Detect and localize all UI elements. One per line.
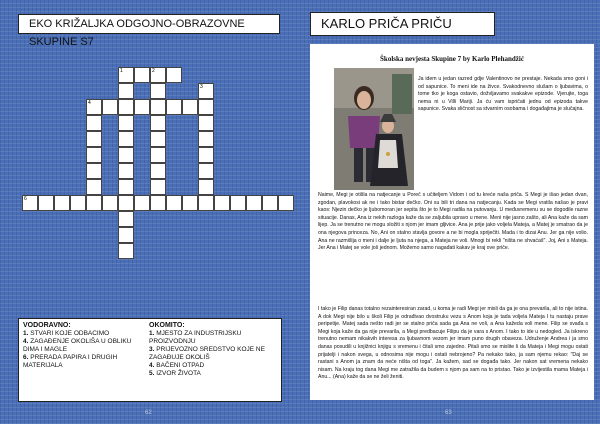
clue-item: 5. IZVOR ŽIVOTA: [149, 370, 201, 377]
clues-down: [149, 322, 277, 378]
crossword-cell[interactable]: [198, 179, 214, 195]
clues-across: [23, 322, 141, 370]
page-number: 62: [145, 410, 152, 416]
clue-item: 4. ZAGAĐENJE OKOLIŠA U OBLIKU DIMA I MAGLE: [23, 338, 132, 353]
crossword-cell[interactable]: [150, 131, 166, 147]
crossword-cell[interactable]: [198, 195, 214, 211]
cell-number: 2: [152, 68, 155, 74]
clue-item: 1. MJESTO ZA INDUSTRIJSKU PROIZVODNJU: [149, 330, 242, 345]
crossword-cell[interactable]: [150, 195, 166, 211]
crossword-cell[interactable]: [22, 195, 38, 211]
crossword-cell[interactable]: [150, 83, 166, 99]
right-page: [302, 0, 600, 424]
crossword-cell[interactable]: [102, 99, 118, 115]
crossword-cell[interactable]: [214, 195, 230, 211]
clues-down-heading: OKOMITO:: [149, 322, 185, 329]
crossword-cell[interactable]: [246, 195, 262, 211]
crossword-title: EKO KRIŽALJKA ODGOJNO-OBRAZOVNE SKUPINE S7: [18, 14, 280, 34]
cell-number: 3: [200, 84, 203, 90]
crossword-cell[interactable]: [134, 67, 150, 83]
crossword-cell[interactable]: [118, 99, 134, 115]
article-paragraph: Naime, Megi je otišla na natjecanje u Poreč s učiteljem Vidom i od tu kreće naša priča. S Megi je išao jedan dvan, zgodan, plavokosi ak ne i tako bistar dečko. Oni su bili tri dana na natjecanju. Kada se Megi vratila našao je pravi kaos: Njezin dečko je ljubomoran jer sepita što je to Megi radila na putovanju. U međuvremenu su se dogodile razne situacije. Danas, Ana iz nekih razloga kaže da se zaljubila upravo u mene. Meni nije jasno zašto, ali Ana kaže da sam lijep. Ja se trenutno ne mogu složiti s njom jer imam gljivice. Ana je prije jako voljela Mateja, a Matej je smatrao da je ona njegova princeza. No, Ani on stalno stavlja govore a ne bi mogla spriječiti. Mada i to dizai Anu. Jer ga nije volio. Ana ne razmišlja o meni i dalje je ljuta na njega, a Mateja ne voli. Mnogi bi rekli "ništa ne shvaćaš". Joj, Ani s Mateja. Jer Ana i Matej se vole još jednom. Možemo samo nagađati kakav je kraj ove priče.: [318, 192, 588, 252]
crossword-cell[interactable]: [182, 195, 198, 211]
article-title: KARLO PRIČA PRIČU: [310, 12, 495, 36]
crossword-cell[interactable]: [182, 99, 198, 115]
crossword-cell[interactable]: [230, 195, 246, 211]
crossword-cell[interactable]: [86, 195, 102, 211]
crossword-cell[interactable]: [70, 195, 86, 211]
school-bride-photo: [334, 68, 414, 190]
clue-item: 1. STVARI KOJE ODBACIMO: [23, 330, 110, 337]
clue-item: 6. PRERADA PAPIRA I DRUGIH MATERIJALA: [23, 354, 118, 369]
crossword-cell[interactable]: [198, 99, 214, 115]
crossword-cell[interactable]: [150, 67, 166, 83]
crossword-cell[interactable]: [118, 179, 134, 195]
crossword-cell[interactable]: [134, 99, 150, 115]
page-number: 63: [445, 410, 452, 416]
crossword-cell[interactable]: [278, 195, 294, 211]
crossword-cell[interactable]: [166, 195, 182, 211]
crossword-cell[interactable]: [198, 115, 214, 131]
article-paragraph: Ja idem u jedan razred gdje Valentinovo ne prestaje. Nekada smo goni i od sapunice. To meni ide na živce. Svakodnevno slušam o ljubavima, o tome tko je koga ostavio, dožvljavamo svakakve epizode. Vjerujte, toga nema ni u Villi Mariji. Ja ću vam ispričati jednu od epizoda takve sapunice. Svaka sličnost sa stvarnim osobama i događajima je slučajna.: [418, 76, 588, 113]
crossword-cell[interactable]: [118, 147, 134, 163]
crossword-cell[interactable]: [150, 163, 166, 179]
photo-figures: [334, 68, 414, 190]
cell-number: 6: [24, 196, 27, 202]
crossword-cell[interactable]: [118, 227, 134, 243]
crossword-cell[interactable]: [102, 195, 118, 211]
clues-across-heading: VODORAVNO:: [23, 322, 71, 329]
crossword-cell[interactable]: [86, 163, 102, 179]
crossword-cell[interactable]: [150, 147, 166, 163]
crossword-cell[interactable]: [118, 163, 134, 179]
clues-panel: [18, 318, 282, 402]
crossword-cell[interactable]: [150, 99, 166, 115]
article-heading: Školska nevjesta Skupine 7 by Karlo Plehandžić: [380, 55, 524, 63]
crossword-cell[interactable]: [150, 179, 166, 195]
crossword-cell[interactable]: [86, 147, 102, 163]
crossword-cell[interactable]: [118, 115, 134, 131]
crossword-cell[interactable]: [86, 179, 102, 195]
crossword-cell[interactable]: [198, 147, 214, 163]
crossword-cell[interactable]: [166, 99, 182, 115]
crossword-cell[interactable]: [166, 67, 182, 83]
crossword-cell[interactable]: [118, 131, 134, 147]
crossword-cell[interactable]: [134, 195, 150, 211]
crossword-cell[interactable]: [118, 243, 134, 259]
crossword-cell[interactable]: [86, 131, 102, 147]
crossword-cell[interactable]: [86, 115, 102, 131]
crossword-cell[interactable]: [118, 195, 134, 211]
crossword-cell[interactable]: [118, 83, 134, 99]
cell-number: 1: [120, 68, 123, 74]
crossword-cell[interactable]: [198, 83, 214, 99]
crossword-cell[interactable]: [198, 163, 214, 179]
crossword-cell[interactable]: [198, 131, 214, 147]
article-paragraph: I tako je Filip danas totalno rezainteresiran zarad, u koma je radi Megi jer misli da ga je ona prevarila, ali to nije istina. A dok Megi nije bilo u školi Filip je odrađivao dvostruku vezu s Anom koja je tada voljela Mateja I tu nastaju prave peripetije. Matej sada nešto radi jer se stalno priča sada ga Ana ne voli, a Ana kažeda voli mene. Filip se svađa s Megi koja kaže da ga nije prevarila, a Megi predbacuje Filipu da je vara s Anom. I tako to ide u nedogled. Ja iskreno trenutno nemam nikakvih interesa za ljubavnom vezom jer imam puno drugih obaveza. Udruženje Andrea i ja smo danas posudili u knjižnici knjigu s vremenu i čitali smo zajedno. Pitali smo se mislite li da Mateja i Megi mogu ostati prijatelji i nakon svega, u odnosima nije mogu i ostati nebrojeno? Pa nekako tako, ja sam njemu rekao: "Daj se rastani s Anom ja znam da neće ništa od toga". Ja kažem, sad se događa tako. Jer nakon sat vremena nekako nisam. Na kraju tog dana Megi me zatražila da budem s njom pa sam na to pristao. Tako je izvijestila mama Mateja i Anu... (Ana) kaže da se ne želi ženiti.: [318, 306, 588, 381]
crossword-cell[interactable]: [38, 195, 54, 211]
article-panel: [310, 44, 594, 400]
cell-number: 4: [88, 100, 91, 106]
clue-item: 3. PRIJEVOZNO SREDSTVO KOJE NE ZAGAĐUJE OKOLIŠ: [149, 346, 265, 361]
crossword-cell[interactable]: [150, 115, 166, 131]
crossword-cell[interactable]: [118, 67, 134, 83]
clue-item: 4. BAČENI OTPAD: [149, 362, 205, 369]
crossword-cell[interactable]: [118, 211, 134, 227]
crossword-cell[interactable]: [262, 195, 278, 211]
crossword-cell[interactable]: [54, 195, 70, 211]
crossword-cell[interactable]: [86, 99, 102, 115]
